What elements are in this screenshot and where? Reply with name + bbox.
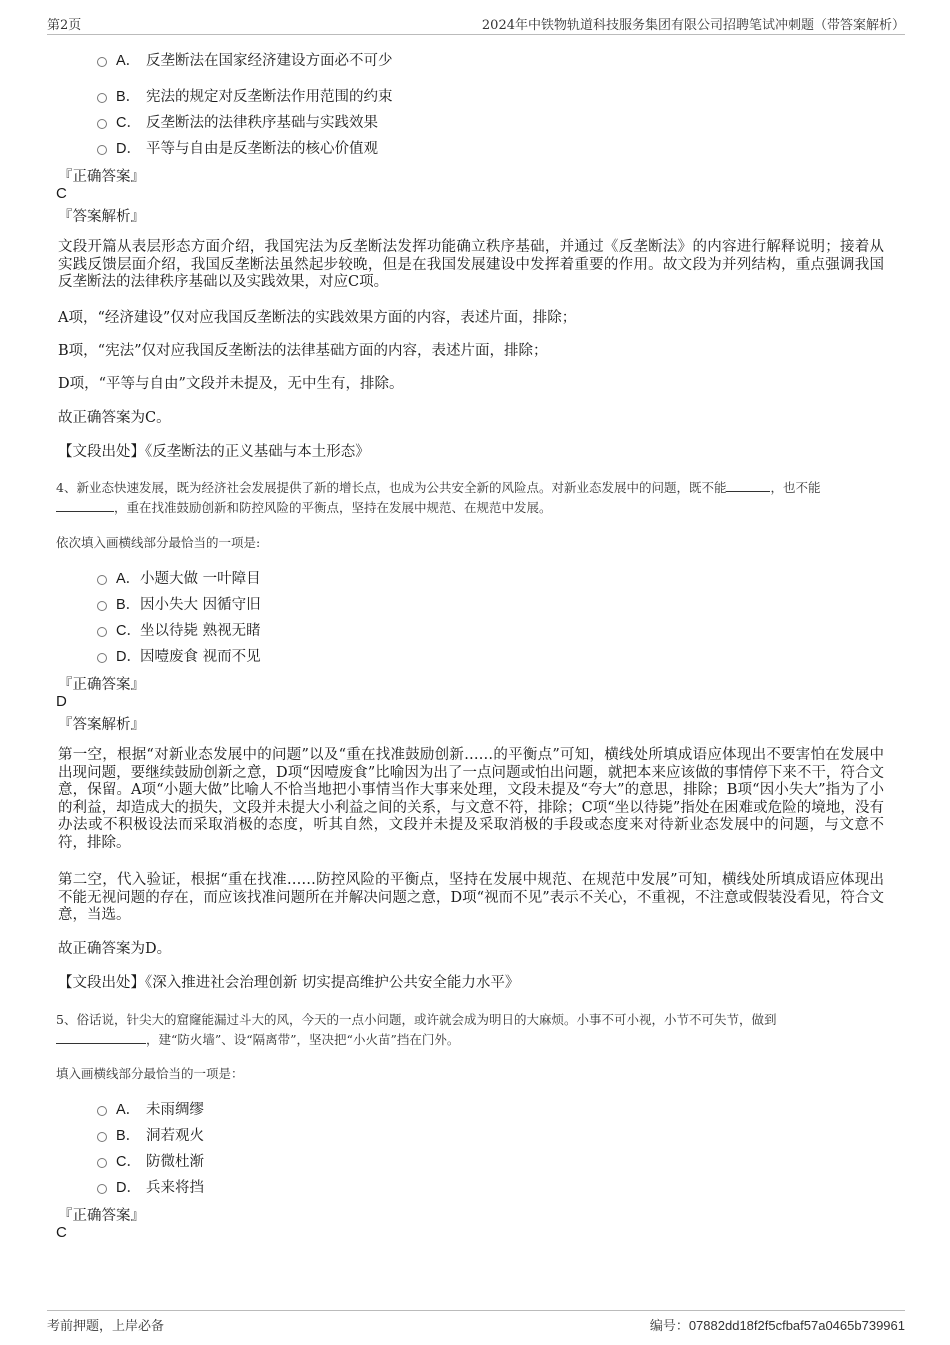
document-title: 2024年中铁物轨道科技服务集团有限公司招聘笔试冲刺题（带答案解析） bbox=[481, 18, 905, 33]
analysis-paragraph: 文段开篇从表层形态方面介绍，我国宪法为反垄断法发挥功能确立秩序基础，并通过《反垄断法》的内容进行解释说明；接着从实践反馈层面介绍，我国反垄断法虽然起步较晚，但是在我国发展建设中发挥着重要的作用。故文段为并列结构，重点强调我国反垄断法的法律秩序基础以及实践效果，对应C项。 bbox=[58, 239, 884, 291]
q5-option-c[interactable]: C． 防微杜渐 bbox=[97, 1150, 204, 1170]
document-id: 编号：07882dd18f2f5cfbaf57a0465b739961 bbox=[649, 1318, 905, 1333]
source-citation: 【文段出处】《反垄断法的正义基础与本土形态》 bbox=[58, 444, 370, 460]
q4-option-a[interactable]: A． 小题大做 一叶障目 bbox=[97, 567, 261, 587]
fill-blank bbox=[726, 478, 770, 492]
radio-icon[interactable] bbox=[97, 145, 107, 155]
source-citation: 【文段出处】《深入推进社会治理创新 切实提高维护公共安全能力水平》 bbox=[58, 975, 520, 991]
answer-label: 『正确答案』 bbox=[58, 1208, 145, 1224]
q3-option-b[interactable]: B． 宪法的规定对反垄断法作用范围的约束 bbox=[97, 85, 393, 105]
question-instruction: 填入画横线部分最恰当的一项是： bbox=[56, 1066, 244, 1081]
q3-option-a[interactable]: A． 反垄断法在国家经济建设方面必不可少 bbox=[97, 49, 393, 69]
radio-icon[interactable] bbox=[97, 1132, 107, 1142]
radio-icon[interactable] bbox=[97, 1106, 107, 1116]
q4-option-d[interactable]: D． 因噎废食 视而不见 bbox=[97, 645, 261, 665]
fill-blank bbox=[56, 498, 114, 512]
answer-value: C bbox=[56, 185, 67, 202]
radio-icon[interactable] bbox=[97, 601, 107, 611]
radio-icon[interactable] bbox=[97, 1158, 107, 1168]
answer-label: 『正确答案』 bbox=[58, 169, 145, 185]
analysis-label: 『答案解析』 bbox=[58, 209, 145, 225]
answer-label: 『正确答案』 bbox=[58, 677, 145, 693]
page-number: 第2页 bbox=[47, 18, 82, 33]
question-instruction: 依次填入画横线部分最恰当的一项是: bbox=[56, 535, 261, 550]
q5-option-d[interactable]: D． 兵来将挡 bbox=[97, 1176, 204, 1196]
radio-icon[interactable] bbox=[97, 653, 107, 663]
analysis-paragraph: 故正确答案为C。 bbox=[58, 410, 171, 426]
footer-slogan: 考前押题，上岸必备 bbox=[47, 1319, 165, 1334]
radio-icon[interactable] bbox=[97, 57, 107, 67]
q3-option-d[interactable]: D． 平等与自由是反垄断法的核心价值观 bbox=[97, 137, 378, 157]
answer-value: D bbox=[56, 693, 67, 710]
radio-icon[interactable] bbox=[97, 1184, 107, 1194]
q4-option-b[interactable]: B． 因小失大 因循守旧 bbox=[97, 593, 261, 613]
page-header bbox=[47, 10, 905, 35]
q4-option-c[interactable]: C． 坐以待毙 熟视无睹 bbox=[97, 619, 261, 639]
analysis-paragraph: 故正确答案为D。 bbox=[58, 941, 172, 957]
q5-option-a[interactable]: A． 未雨绸缪 bbox=[97, 1098, 204, 1118]
q3-option-c[interactable]: C． 反垄断法的法律秩序基础与实践效果 bbox=[97, 111, 378, 131]
question-stem: 4、新业态快速发展，既为经济社会发展提供了新的增长点，也成为公共安全新的风险点。对新业态发展中的问题，既不能 ，也不能，重在找准鼓励创新和防控风险的平衡点，坚持在发展中规范、在规范中发展。 bbox=[56, 480, 821, 515]
page-footer bbox=[47, 1310, 905, 1334]
analysis-paragraph: B项，“宪法”仅对应我国反垄断法的法律基础方面的内容，表述片面，排除； bbox=[58, 343, 548, 359]
radio-icon[interactable] bbox=[97, 627, 107, 637]
q5-option-b[interactable]: B． 洞若观火 bbox=[97, 1124, 204, 1144]
analysis-paragraph: 第二空，代入验证，根据“重在找准……防控风险的平衡点，坚持在发展中规范、在规范中发展”可知，横线处所填成语应体现出不能无视问题的存在，而应该找准问题所在并解决问题之意，D项“视而不见”表示不关心，不重视，不注意或假装没看见，符合文意，当选。 bbox=[58, 872, 884, 924]
question-stem: 5、俗话说，针尖大的窟窿能漏过斗大的风，今天的一点小问题，或许就会成为明日的大麻烦。小事不可小视，小节不可失节，做到，建“防火墙”、设“隔离带”，坚决把“小火苗”挡在门外。 bbox=[56, 1012, 777, 1047]
analysis-paragraph: A项，“经济建设”仅对应我国反垄断法的实践效果方面的内容，表述片面，排除； bbox=[58, 310, 577, 326]
answer-value: C bbox=[56, 1224, 67, 1241]
radio-icon[interactable] bbox=[97, 119, 107, 129]
analysis-paragraph: 第一空，根据“对新业态发展中的问题”以及“重在找准鼓励创新……的平衡点”可知，横线处所填成语应体现出不要害怕在发展中出现问题，要继续鼓励创新之意，D项“因噎废食”比喻因为出了一点问题或怕出问题，就把本来应该做的事情停下来不干，符合文意，保留。A项“小题大做”比喻人不恰当地把小事情当作大事来处理，文段未提及“夸大”的意思，排除；B项“因小失大”指为了小的利益，却造成大的损失，文段并未提大小利益之间的关系，与文意不符，排除；C项“坐以待毙”指处在困难或危险的境地，没有办法或不积极设法而采取消极的态度，听其自然，文段并未提及采取消极的手段或态度来对待新业态发展中的问题，与文意不符，排除。 bbox=[58, 747, 884, 851]
analysis-paragraph: D项，“平等与自由”文段并未提及，无中生有，排除。 bbox=[58, 376, 404, 392]
analysis-label: 『答案解析』 bbox=[58, 717, 145, 733]
radio-icon[interactable] bbox=[97, 93, 107, 103]
radio-icon[interactable] bbox=[97, 575, 107, 585]
fill-blank bbox=[56, 1030, 146, 1044]
